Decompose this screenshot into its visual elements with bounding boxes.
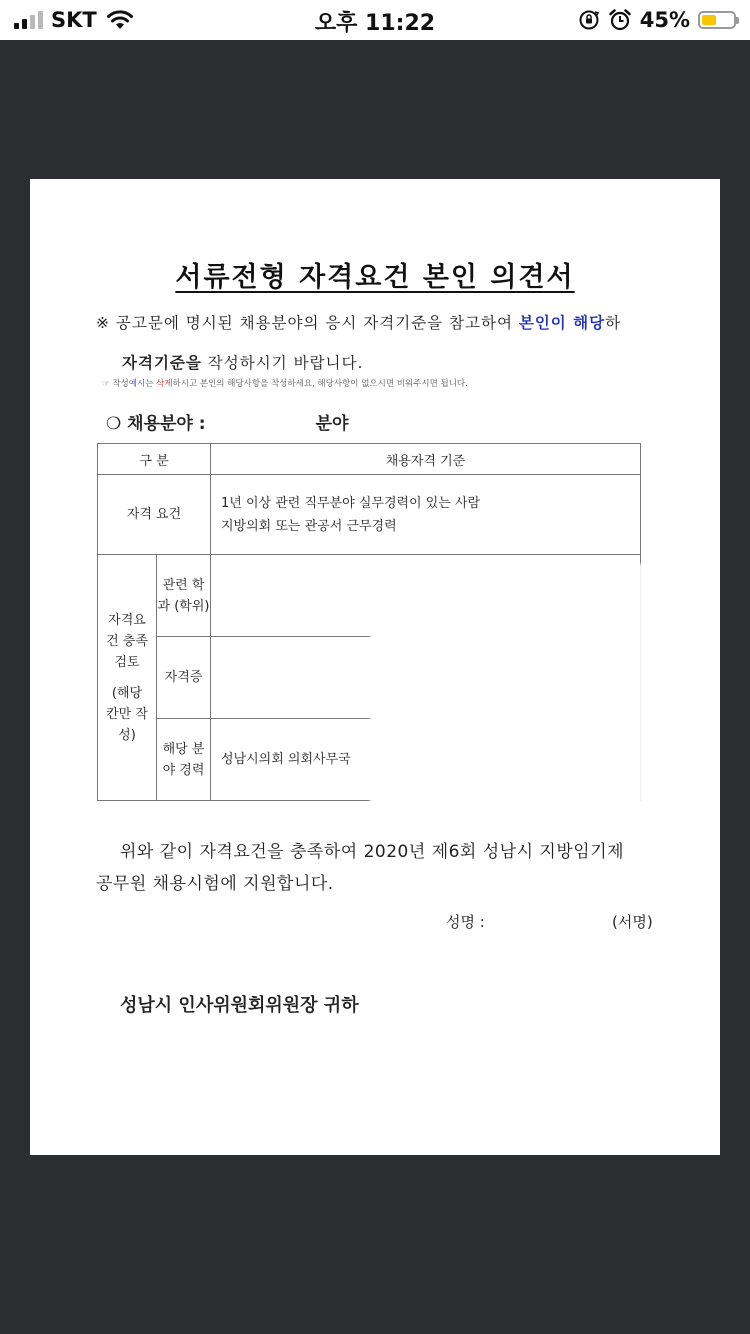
notice-small-instruction	[102, 377, 468, 389]
notice-small-mid: 는	[145, 379, 157, 389]
status-bar	[0, 0, 750, 40]
status-right	[578, 6, 736, 34]
notice-small-delete: 삭제	[156, 379, 173, 389]
clock-time: 오후 11:22	[314, 11, 436, 36]
signature-label: 성명 :	[446, 913, 485, 931]
degree-label: 관련 학과 (학위)	[157, 555, 211, 637]
notice-small-rest: 하시고 본인의 해당사항을 작성하세요, 해당사항이 없으시면 비워주시면 됩니다.	[172, 379, 468, 389]
carrier-name: SKT	[51, 8, 97, 32]
document-title: 서류전형 자격요건 본인 의견서	[175, 262, 575, 293]
document-page	[30, 179, 720, 1155]
notice-line-2-bold: 자격기준을	[122, 354, 202, 372]
alarm-icon	[608, 8, 632, 32]
redaction-overlay	[370, 564, 642, 804]
battery-percent: 45%	[639, 8, 690, 32]
rotation-lock-icon	[578, 9, 600, 31]
certificate-label: 자격증	[157, 637, 211, 719]
header-criteria: 채용자격 기준	[211, 444, 641, 475]
notice-small-prefix: ☞ 작성	[102, 379, 129, 389]
notice-line-1-text: ※ 공고문에 명시된 채용분야의 응시 자격기준을 참고하여	[96, 314, 519, 332]
career-label: 해당 분야 경력	[157, 719, 211, 801]
declaration-line-2: 공무원 채용시험에 지원합니다.	[96, 874, 334, 894]
header-category: 구 분	[98, 444, 211, 475]
table-header-row	[98, 444, 641, 475]
declaration-line-1: 위와 같이 자격요건을 충족하여 2020년 제6회 성남시 지방임기제	[120, 842, 625, 862]
requirement-line: 지방의회 또는 관공서 근무경력	[221, 518, 397, 534]
notice-highlight: 본인이 해당	[518, 314, 606, 332]
notice-small-example: 예시	[128, 379, 146, 389]
notice-line-1-suffix: 하	[605, 314, 622, 332]
review-label-cell	[98, 555, 157, 801]
field-label: ❍ 채용분야 :	[106, 414, 206, 434]
career-value: 성남시의회 의회사무국	[211, 719, 641, 801]
notice-line-2-text: 작성하시기 바랍니다.	[201, 354, 364, 372]
requirement-line: 1년 이상 관련 직무분야 실무경력이 있는 사람	[221, 495, 481, 511]
notice-line-2	[122, 351, 363, 373]
addressee: 성남시 인사위원회위원장 귀하	[120, 995, 359, 1016]
notice-line-1	[96, 311, 621, 333]
battery-icon	[698, 11, 736, 29]
field-suffix: 분야	[315, 414, 349, 434]
review-note: (해당 칸만 작성)	[106, 685, 148, 743]
requirement-content	[211, 475, 641, 555]
requirement-label: 자격 요건	[98, 475, 211, 555]
review-label: 자격요건 충족 검토	[106, 612, 148, 670]
signature-mark: (서명)	[612, 913, 653, 931]
requirement-row	[98, 475, 641, 555]
field-row	[106, 409, 348, 434]
